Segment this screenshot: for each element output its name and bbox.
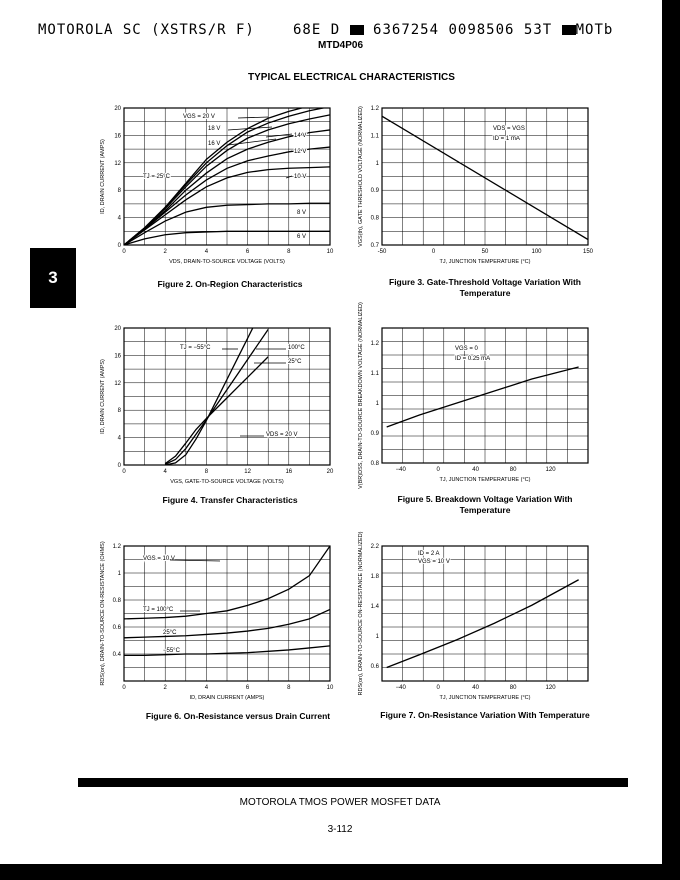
x-tick-label: 16 bbox=[285, 469, 293, 475]
y-tick-label: 16 bbox=[114, 133, 121, 140]
header-mark: MOTb bbox=[575, 22, 614, 38]
y-tick-label: 1 bbox=[375, 160, 379, 167]
caption-fig7: Figure 7. On-Resistance Variation With Temperature bbox=[380, 710, 590, 720]
annotation-label: ID = 1 mA bbox=[493, 136, 520, 142]
y-tick-label: 20 bbox=[114, 106, 121, 112]
x-tick-label: 100 bbox=[531, 249, 542, 255]
y-tick-label: 0.8 bbox=[370, 461, 379, 467]
x-tick-label: 0 bbox=[436, 467, 440, 473]
x-tick-label: 40 bbox=[472, 467, 479, 473]
y-axis-label: ID, DRAIN CURRENT (AMPS) bbox=[100, 359, 106, 434]
y-tick-label: 20 bbox=[114, 326, 121, 332]
y-tick-label: 1.4 bbox=[370, 604, 379, 610]
y-tick-label: 0.6 bbox=[370, 664, 379, 670]
x-tick-label: 0 bbox=[122, 685, 126, 691]
y-tick-label: 0 bbox=[117, 463, 121, 469]
section-tab: 3 bbox=[30, 248, 76, 308]
header-number: 6367254 0098506 53T bbox=[373, 22, 553, 38]
caption-fig5: Figure 5. Breakdown Voltage Variation With Temperature bbox=[397, 494, 573, 515]
y-tick-label: 1.1 bbox=[370, 371, 379, 377]
annotation-label: VGS = 20 V bbox=[183, 114, 215, 120]
x-tick-label: 80 bbox=[509, 467, 517, 473]
y-tick-label: 1.1 bbox=[370, 133, 379, 140]
footer-rule bbox=[78, 778, 628, 787]
annotation-label: VGS = 10 V bbox=[143, 556, 175, 562]
footer-title: MOTOROLA TMOS POWER MOSFET DATA bbox=[239, 797, 441, 808]
series-line bbox=[387, 580, 579, 668]
y-axis-label: RDS(on), DRAIN-TO-SOURCE ON-RESISTANCE (OHMS) bbox=[100, 541, 106, 686]
x-tick-label: 8 bbox=[204, 469, 209, 475]
x-axis-label: VDS, DRAIN-TO-SOURCE VOLTAGE (VOLTS) bbox=[169, 259, 285, 265]
annotation-label: ID = 0.25 mA bbox=[455, 356, 491, 362]
x-axis-label: VGS, GATE-TO-SOURCE VOLTAGE (VOLTS) bbox=[170, 479, 284, 485]
x-tick-label: 4 bbox=[204, 249, 209, 255]
y-tick-label: 1 bbox=[375, 634, 379, 640]
x-tick-label: −40 bbox=[395, 685, 406, 691]
y-tick-label: 0.4 bbox=[112, 652, 121, 658]
section-title: TYPICAL ELECTRICAL CHARACTERISTICS bbox=[248, 72, 455, 83]
x-tick-label: 4 bbox=[204, 685, 209, 691]
caption-fig6: Figure 6. On-Resistance versus Drain Current bbox=[145, 711, 331, 721]
annotation-label: 12 V bbox=[294, 149, 307, 155]
annotation-label: 25°C bbox=[163, 630, 177, 636]
annotation-label: 100°C bbox=[288, 345, 305, 351]
header-publisher: MOTOROLA SC (XSTRS/R F) bbox=[38, 22, 255, 38]
y-tick-label: 4 bbox=[117, 215, 121, 222]
y-tick-label: 0.8 bbox=[370, 215, 379, 222]
x-tick-label: 120 bbox=[545, 467, 556, 473]
x-tick-label: −40 bbox=[395, 467, 406, 473]
annotation-label: ID = 2 A bbox=[418, 551, 440, 557]
annotation-label: VGS = 10 V bbox=[418, 559, 450, 565]
y-axis-label: ID, DRAIN CURRENT (AMPS) bbox=[100, 139, 106, 214]
y-axis-label: RDS(on), DRAIN-TO-SOURCE ON-RESISTANCE (NORMALIZED) bbox=[358, 531, 364, 696]
annotation-label: VDS = 20 V bbox=[266, 432, 298, 438]
x-tick-label: 8 bbox=[287, 249, 291, 255]
y-tick-label: 0.7 bbox=[370, 243, 379, 249]
x-tick-label: 40 bbox=[472, 685, 479, 691]
annotation-label: 25°C bbox=[288, 359, 302, 365]
x-tick-label: 80 bbox=[509, 685, 517, 691]
caption-fig2: Figure 2. On-Region Characteristics bbox=[157, 279, 303, 289]
y-tick-label: 16 bbox=[114, 353, 121, 360]
x-tick-label: 0 bbox=[436, 685, 440, 691]
x-axis-label: ID, DRAIN CURRENT (AMPS) bbox=[189, 695, 265, 701]
series-line bbox=[165, 297, 268, 465]
page-number: 3-112 bbox=[327, 824, 353, 835]
y-tick-label: 12 bbox=[114, 160, 121, 167]
x-axis-label: TJ, JUNCTION TEMPERATURE (°C) bbox=[439, 259, 531, 265]
x-axis-label: TJ, JUNCTION TEMPERATURE (°C) bbox=[439, 695, 531, 701]
y-tick-label: 0.9 bbox=[370, 188, 379, 195]
x-axis-label: TJ, JUNCTION TEMPERATURE (°C) bbox=[439, 477, 531, 483]
x-tick-label: 12 bbox=[244, 469, 251, 475]
caption-fig3: Figure 3. Gate-Threshold Voltage Variation With Temperature bbox=[389, 277, 581, 298]
series-line bbox=[387, 367, 579, 427]
y-tick-label: 8 bbox=[117, 188, 121, 195]
x-tick-label: 120 bbox=[545, 685, 556, 691]
y-tick-label: 1.2 bbox=[370, 341, 379, 347]
x-tick-label: 50 bbox=[481, 249, 489, 255]
caption-fig4: Figure 4. Transfer Characteristics bbox=[162, 495, 298, 505]
annotation-label: TJ = 100°C bbox=[143, 607, 174, 613]
x-tick-label: 10 bbox=[326, 685, 334, 691]
y-tick-label: 1.2 bbox=[112, 544, 121, 550]
y-tick-label: 1.2 bbox=[370, 106, 379, 112]
annotation-label: TJ = 25°C bbox=[143, 174, 170, 180]
annotation-label: 16 V bbox=[208, 141, 221, 147]
x-tick-label: 6 bbox=[245, 249, 250, 255]
x-tick-label: 0 bbox=[122, 249, 126, 255]
y-tick-label: 8 bbox=[117, 408, 121, 415]
x-tick-label: 150 bbox=[582, 249, 594, 255]
annotation-label: TJ = −55°C bbox=[180, 345, 211, 351]
y-axis-label: VGS(th), GATE THRESHOLD VOLTAGE (NORMALIZED) bbox=[358, 106, 364, 247]
x-tick-label: 8 bbox=[287, 685, 291, 691]
header-code: 68E D bbox=[293, 22, 341, 38]
annotation-label: 10 V bbox=[294, 174, 307, 180]
y-tick-label: 1 bbox=[117, 571, 121, 577]
annotation-label: 14 V bbox=[294, 133, 307, 139]
x-tick-label: 20 bbox=[326, 469, 334, 475]
y-tick-label: 4 bbox=[117, 435, 121, 442]
x-tick-label: 2 bbox=[163, 685, 167, 691]
x-tick-label: 0 bbox=[122, 469, 126, 475]
x-tick-label: 2 bbox=[163, 249, 167, 255]
y-tick-label: 1 bbox=[375, 401, 379, 407]
x-tick-label: 0 bbox=[431, 249, 436, 255]
annotation-leader bbox=[238, 117, 268, 118]
annotation-label: −55°C bbox=[163, 648, 180, 654]
y-tick-label: 1.8 bbox=[370, 574, 379, 580]
x-tick-label: 6 bbox=[245, 685, 250, 691]
part-number: MTD4P06 bbox=[318, 40, 364, 51]
annotation-label: VDS = VGS bbox=[493, 126, 525, 132]
y-tick-label: 0.6 bbox=[112, 625, 121, 631]
annotation-label: 8 V bbox=[297, 210, 307, 216]
y-tick-label: 0 bbox=[117, 243, 121, 249]
y-tick-label: 0.8 bbox=[112, 598, 121, 604]
annotation-label: 6 V bbox=[297, 234, 307, 240]
x-tick-label: -50 bbox=[377, 249, 387, 255]
annotation-leader bbox=[170, 560, 220, 561]
y-tick-label: 2.2 bbox=[370, 544, 379, 550]
x-tick-label: 4 bbox=[163, 469, 167, 475]
y-tick-label: 12 bbox=[114, 380, 121, 387]
annotation-label: 18 V bbox=[208, 126, 221, 132]
y-tick-label: 0.9 bbox=[370, 431, 379, 437]
y-axis-label: V(BR)DSS, DRAIN-TO-SOURCE BREAKDOWN VOLTAGE (NORMALIZED) bbox=[358, 302, 364, 489]
annotation-label: VGS = 0 bbox=[455, 346, 478, 352]
x-tick-label: 10 bbox=[326, 249, 334, 255]
